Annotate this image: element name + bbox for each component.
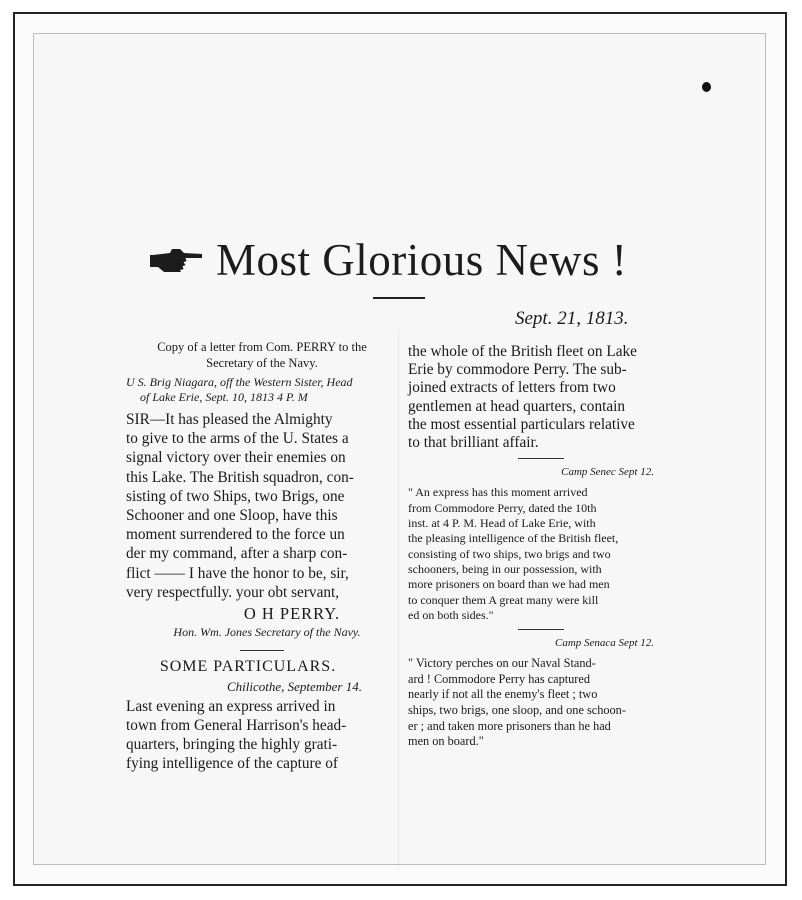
quote-line: er ; and taken more prisoners than he had [408,718,611,733]
letter-heading-line: Secretary of the Navy. [206,355,318,370]
section-rule [518,458,564,459]
particulars-body [126,697,398,774]
body-line: SIR—It has pleased the Almighty [126,411,333,428]
right-column [408,343,678,750]
letter-heading [126,340,398,371]
ink-speck [702,82,711,92]
issue-date: Sept. 21, 1813. [515,308,629,329]
particulars-heading: SOME PARTICULARS. [159,658,337,676]
signature: O H PERRY. [243,604,341,624]
headline-rule [373,297,425,299]
quote-line: ard ! Commodore Perry has captured [408,671,591,686]
pointing-hand-icon [150,245,204,275]
headline-title: Most Glorious News ! [216,235,628,285]
section-rule [518,629,564,630]
body-line: town from General Harrison's head- [126,717,347,735]
signature-addressee: Hon. Wm. Jones Secretary of the Navy. [173,625,361,640]
left-column [126,340,398,774]
camp-letter-2 [408,656,678,750]
camp-dateline: Camp Senec Sept 12. [561,466,654,479]
body-line: quarters, bringing the highly grati- [126,736,338,754]
body-line: sisting of two Ships, two Brigs, one [126,487,345,505]
body-line: the most essential particulars relative [408,415,635,433]
quote-line: the pleasing intelligence of the British fleet, [408,531,619,546]
body-line: flict —— I have the honor to be, sir, [126,564,349,582]
quote-line: to conquer them A great many were kill [408,592,599,607]
body-line: Last evening an express arrived in [126,697,336,715]
quote-line: ed on both sides." [408,607,494,622]
letter-dateline [126,375,398,405]
dateline-line: of Lake Erie, Sept. 10, 1813 4 P. M [140,390,308,404]
quote-line: men on board." [408,734,484,749]
body-line: moment surrendered to the force un [126,526,345,544]
quote-line: ships, two brigs, one sloop, and one schoon- [408,703,626,718]
paper-fold [398,330,399,870]
quote-line: schooners, being in our possession, with [408,561,602,576]
body-line: der my command, after a sharp con- [126,545,348,563]
quote-line: " An express has this moment arrived [408,485,588,500]
body-line: gentlemen at head quarters, contain [408,397,626,415]
intro-text [408,343,678,452]
body-line: joined extracts of letters from two [408,379,616,397]
quote-line: consisting of two ships, two brigs and two [408,546,611,561]
quote-line: nearly if not all the enemy's fleet ; two [408,687,598,702]
quote-line: " Victory perches on our Naval Stand- [408,656,596,671]
body-line: to give to the arms of the U. States a [126,430,349,448]
particulars-dateline: Chilicothe, September 14. [226,678,362,694]
dateline-line: U S. Brig Niagara, off the Western Sister, Head [126,375,353,389]
letter-body [126,410,398,602]
letter-heading-line: Copy of a letter from Com. PERRY to the [157,340,367,354]
quote-line: more prisoners on board than we had men [408,577,610,592]
camp-dateline: Camp Senaca Sept 12. [555,637,654,650]
body-line: this Lake. The British squadron, con- [126,468,354,486]
quote-line: from Commodore Perry, dated the 10th [408,500,597,515]
body-line: the whole of the British fleet on Lake [408,343,637,360]
body-line: to that brilliant affair. [408,434,539,452]
headline [150,234,660,286]
body-line: Schooner and one Sloop, have this [126,507,338,525]
camp-letter-1 [408,485,678,623]
quote-line: inst. at 4 P. M. Head of Lake Erie, with [408,516,596,531]
body-line: signal victory over their enemies on [126,449,346,467]
body-line: fying intelligence of the capture of [126,755,338,773]
section-rule [240,650,284,651]
body-line: very respectfully. your obt servant, [126,583,340,601]
body-line: Erie by commodore Perry. The sub- [408,361,627,379]
